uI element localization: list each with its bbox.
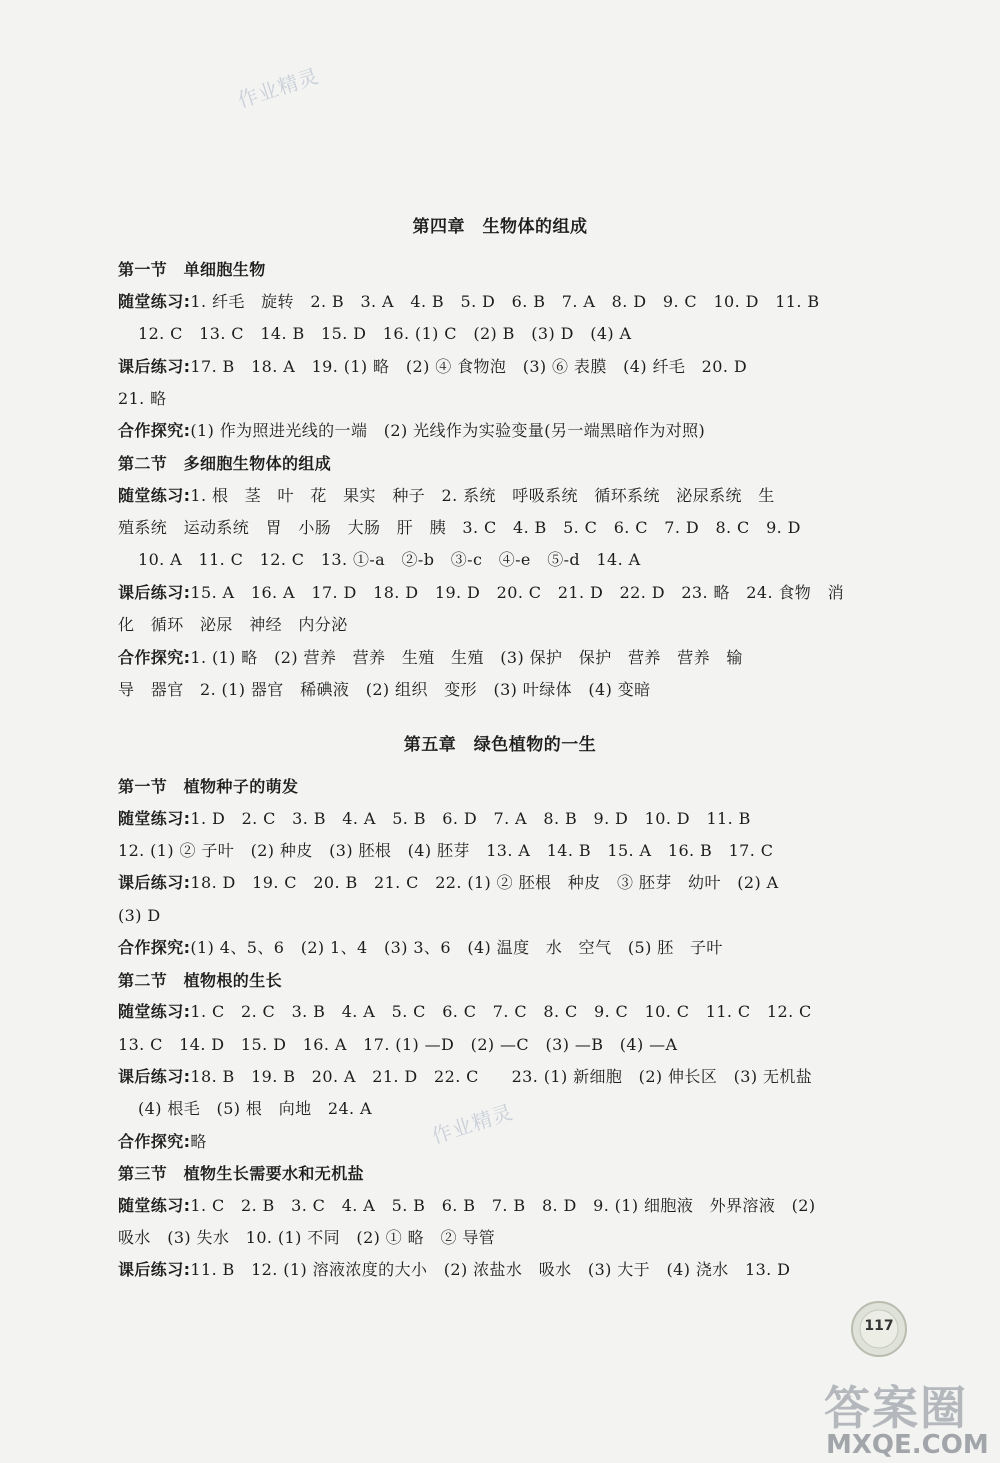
page-number: 117 bbox=[864, 1318, 894, 1334]
answer-label: 合作探究: bbox=[118, 421, 191, 440]
answer-text: (1) 作为照进光线的一端 (2) 光线作为实验变量(另一端黑暗作为对照) bbox=[190, 421, 706, 440]
chapter-4-title: 第四章 生物体的组成 bbox=[412, 217, 588, 237]
answer-line bbox=[118, 356, 747, 378]
answer-label: 课后练习: bbox=[118, 583, 191, 602]
answer-line: 10. A 11. C 12. C 13. ①-a ②-b ③-c ④-e ⑤-d 14. A bbox=[138, 550, 641, 569]
answer-label: 随堂练习: bbox=[118, 1196, 191, 1215]
logo-url: MXQE.COM bbox=[826, 1430, 989, 1460]
answer-text: 1. 纤毛 旋转 2. B 3. A 4. B 5. D 6. B 7. A 8. D 9. C 10. D 11. B bbox=[190, 292, 820, 311]
answer-label: 课后练习: bbox=[118, 873, 191, 892]
answer-label: 合作探究: bbox=[118, 1132, 191, 1151]
answer-line bbox=[118, 1131, 207, 1153]
answer-line: (4) 根毛 (5) 根 向地 24. A bbox=[138, 1099, 372, 1118]
answer-line bbox=[118, 937, 723, 959]
section-title: 第一节 单细胞生物 bbox=[118, 260, 266, 279]
answer-label: 课后练习: bbox=[118, 1260, 191, 1279]
section-title: 第三节 植物生长需要水和无机盐 bbox=[118, 1164, 365, 1183]
answer-line bbox=[118, 1001, 812, 1023]
answer-text: 11. B 12. (1) 溶液浓度的大小 (2) 浓盐水 吸水 (3) 大于 (4) 浇水 13. D bbox=[190, 1260, 791, 1279]
answer-text: 1. C 2. B 3. C 4. A 5. B 6. B 7. B 8. D 9. (1) 细胞液 外界溶液 (2) bbox=[190, 1196, 816, 1215]
answer-label: 随堂练习: bbox=[118, 1002, 191, 1021]
answer-text: 18. B 19. B 20. A 21. D 22. C 23. (1) 新细胞 (2) 伸长区 (3) 无机盐 bbox=[190, 1067, 813, 1086]
answer-label: 随堂练习: bbox=[118, 292, 191, 311]
answer-text: 1. D 2. C 3. B 4. A 5. B 6. D 7. A 8. B 9. D 10. D 11. B bbox=[190, 809, 751, 828]
answer-line bbox=[118, 1066, 812, 1088]
logo-text: 答案圈 bbox=[824, 1381, 968, 1435]
answer-line bbox=[118, 872, 779, 894]
answer-text: 1. (1) 略 (2) 营养 营养 生殖 生殖 (3) 保护 保护 营养 营养 输 bbox=[190, 648, 743, 667]
page-number-badge bbox=[850, 1300, 908, 1358]
section-title: 第二节 植物根的生长 bbox=[118, 971, 283, 990]
answer-line bbox=[118, 291, 820, 313]
answer-line bbox=[118, 1259, 790, 1281]
answer-line: (3) D bbox=[118, 906, 161, 925]
answer-line bbox=[118, 808, 751, 830]
section-title: 第一节 植物种子的萌发 bbox=[118, 777, 299, 796]
answer-label: 合作探究: bbox=[118, 648, 191, 667]
answer-text: 18. D 19. C 20. B 21. C 22. (1) ② 胚根 种皮 ③ 胚芽 幼叶 (2) A bbox=[190, 873, 779, 892]
answer-line bbox=[118, 582, 844, 604]
answer-label: 课后练习: bbox=[118, 1067, 191, 1086]
answer-line bbox=[118, 647, 743, 669]
answer-text: 略 bbox=[190, 1132, 207, 1151]
site-logo bbox=[818, 1368, 998, 1463]
answer-text: (1) 4、5、6 (2) 1、4 (3) 3、6 (4) 温度 水 空气 (5) 胚 子叶 bbox=[190, 938, 723, 957]
answer-line: 吸水 (3) 失水 10. (1) 不同 (2) ① 略 ② 导管 bbox=[118, 1228, 496, 1247]
answer-label: 随堂练习: bbox=[118, 809, 191, 828]
answer-text: 1. C 2. C 3. B 4. A 5. C 6. C 7. C 8. C 9. C 10. C 11. C 12. C bbox=[190, 1002, 812, 1021]
answer-label: 课后练习: bbox=[118, 357, 191, 376]
answer-line bbox=[118, 1195, 815, 1217]
watermark-top: 作业精灵 bbox=[234, 63, 323, 113]
answer-line: 21. 略 bbox=[118, 389, 167, 408]
answer-line bbox=[118, 420, 705, 442]
answer-line: 12. C 13. C 14. B 15. D 16. (1) C (2) B (3) D (4) A bbox=[138, 324, 632, 343]
chapter-5-title: 第五章 绿色植物的一生 bbox=[403, 735, 597, 755]
answer-line: 12. (1) ② 子叶 (2) 种皮 (3) 胚根 (4) 胚芽 13. A 14. B 15. A 16. B 17. C bbox=[118, 841, 774, 860]
answer-line: 殖系统 运动系统 胃 小肠 大肠 肝 胰 3. C 4. B 5. C 6. C 7. D 8. C 9. D bbox=[118, 518, 801, 537]
section-title: 第二节 多细胞生物体的组成 bbox=[118, 454, 332, 473]
answer-label: 随堂练习: bbox=[118, 486, 191, 505]
answer-text: 17. B 18. A 19. (1) 略 (2) ④ 食物泡 (3) ⑥ 表膜 (4) 纤毛 20. D bbox=[190, 357, 748, 376]
answer-label: 合作探究: bbox=[118, 938, 191, 957]
answer-line bbox=[118, 485, 775, 507]
watermark-middle: 作业精灵 bbox=[428, 1099, 517, 1149]
answer-line: 13. C 14. D 15. D 16. A 17. (1) —D (2) —C (3) —B (4) —A bbox=[118, 1035, 678, 1054]
answer-line: 导 器官 2. (1) 器官 稀碘液 (2) 组织 变形 (3) 叶绿体 (4) 变暗 bbox=[118, 680, 651, 699]
answer-line: 化 循环 泌尿 神经 内分泌 bbox=[118, 615, 348, 634]
answer-text: 1. 根 茎 叶 花 果实 种子 2. 系统 呼吸系统 循环系统 泌尿系统 生 bbox=[190, 486, 775, 505]
answer-text: 15. A 16. A 17. D 18. D 19. D 20. C 21. D 22. D 23. 略 24. 食物 消 bbox=[190, 583, 845, 602]
